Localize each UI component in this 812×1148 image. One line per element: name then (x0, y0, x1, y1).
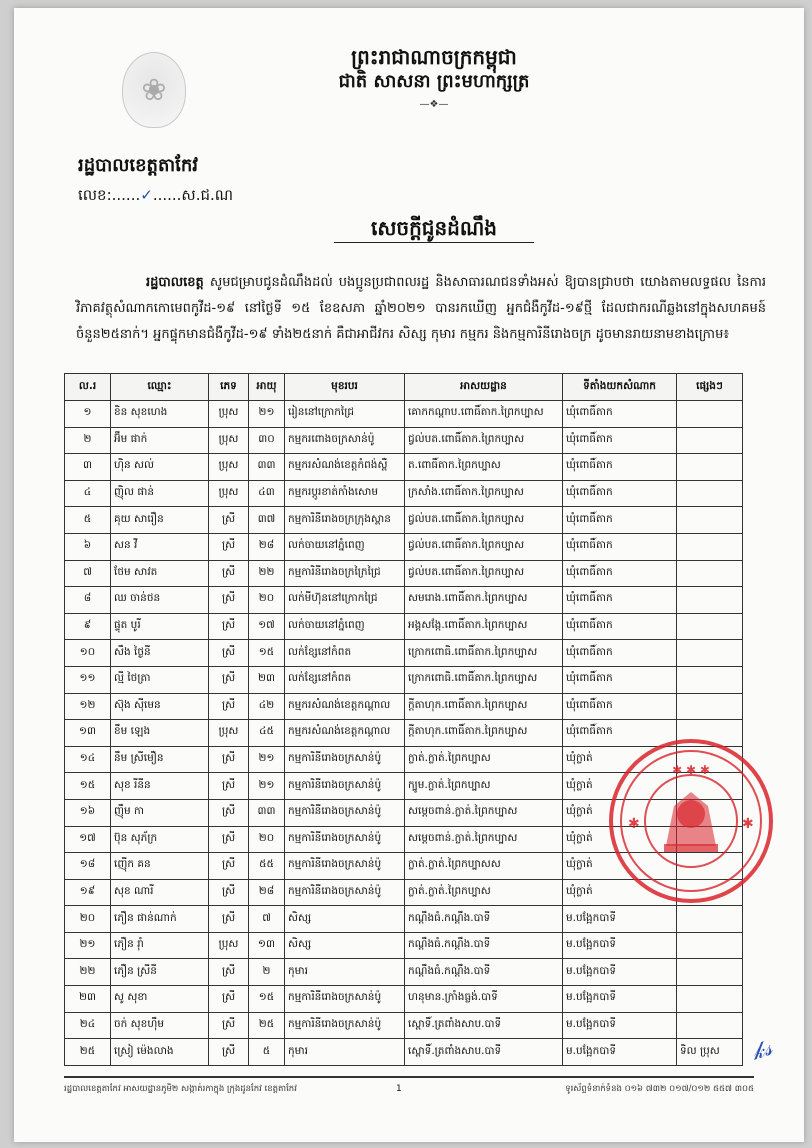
table-cell: ឃុំក្លាត់ (563, 773, 677, 800)
table-cell: សន វី (111, 533, 209, 560)
table-cell: ញ៉ឹម កា (111, 799, 209, 826)
table-cell (677, 986, 743, 1013)
column-header: ភេទ (209, 374, 249, 401)
table-cell: ប៊ុន សុភ័ក្រ (111, 826, 209, 853)
table-cell: ម.បង្អែកបាទី (563, 986, 677, 1013)
table-cell: ៧ (65, 560, 111, 587)
table-cell: ឃុំពោធិ៍តាក (563, 480, 677, 507)
table-cell: អ៊ឹម ផាក់ (111, 427, 209, 454)
table-cell: ២២ (249, 560, 285, 587)
table-cell: កណ្ដឹងធំ.កណ្ដឹង.បាទី (405, 959, 563, 986)
table-cell: ៤៣ (249, 480, 285, 507)
table-cell: ២១ (65, 932, 111, 959)
table-cell: ចក់ សុខហ៊ឹម (111, 1012, 209, 1039)
table-cell: ម.បង្អែកបាទី (563, 959, 677, 986)
column-header: ផ្សេងៗ (677, 374, 743, 401)
table-cell (677, 401, 743, 428)
table-cell: កម្មការិនីរោងចក្រសាន់ប៉ូ (285, 773, 405, 800)
table-cell: ភឿន ផាន់ណាក់ (111, 906, 209, 933)
table-row (65, 693, 743, 720)
svg-text:✱: ✱ (628, 816, 640, 832)
reference-suffix: ......ស.ជ.ណ (152, 186, 234, 204)
table-cell: ឃុំពោធិ៍តាក (563, 666, 677, 693)
table-cell: ស្រី (209, 906, 249, 933)
table-cell: ជ្វល់បត.ពោធិ៍តាក.ព្រៃកប្បាស (405, 427, 563, 454)
table-cell: ២ (249, 959, 285, 986)
table-cell: សឹង ថ្ងៃនី (111, 640, 209, 667)
table-cell: ឃុំពោធិ៍តាក (563, 720, 677, 747)
table-cell: ១១ (65, 666, 111, 693)
table-row (65, 640, 743, 667)
table-cell: ក្លាត់.ក្លាត់.ព្រៃកប្បាសស (405, 853, 563, 880)
table-cell: ឃុំពោធិ៍តាក (563, 693, 677, 720)
table-cell: កម្មការិនីរោងចក្រសាន់ប៉ូ (285, 799, 405, 826)
table-cell: ក្ដីតាហុក.ពោធិ៍តាក.ព្រៃកប្បាស (405, 720, 563, 747)
table-cell: ឃុំពោធិ៍តាក (563, 454, 677, 481)
table-cell: ក្បូម.ក្លាត់.ព្រៃកប្បាស (405, 773, 563, 800)
footer-divider (64, 1076, 754, 1078)
table-cell: ក្រោកពោធិ.ពោធិ៍តាក.ព្រៃកប្បាស (405, 640, 563, 667)
table-cell: លក់ខ្សែនៅកំពត (285, 640, 405, 667)
table-cell: កម្មករសំណង់ខេត្តកណ្តាល (285, 720, 405, 747)
table-cell: សមរោង.ពោធិ៍តាក.ព្រៃកប្បាស (405, 587, 563, 614)
table-cell: ស្រី (209, 613, 249, 640)
official-seal-stamp (606, 736, 776, 906)
table-cell: ខឹម ឡេង (111, 720, 209, 747)
page-number: 1 (396, 1084, 402, 1094)
table-cell: កម្មការិនីរោងចក្រសាន់ប៉ូ (285, 746, 405, 773)
cases-table (64, 373, 743, 1066)
table-cell: ៦ (65, 533, 111, 560)
svg-text:✱ ✱ ✱: ✱ ✱ ✱ (672, 763, 710, 777)
table-cell: ៥ (65, 507, 111, 534)
table-row (65, 986, 743, 1013)
table-cell: ស្រី (209, 666, 249, 693)
table-cell (677, 560, 743, 587)
table-cell: ស្រី (209, 1012, 249, 1039)
table-cell: កុមារ (285, 1039, 405, 1066)
table-cell: កណ្ដឹងធំ.កណ្ដឹង.បាទី (405, 932, 563, 959)
table-cell (677, 640, 743, 667)
table-cell: ២៣ (249, 666, 285, 693)
table-cell: ២៣ (65, 986, 111, 1013)
table-cell: ស្រី (209, 1039, 249, 1066)
table-cell: ម.បង្អែកបាទី (563, 932, 677, 959)
table-cell: ឃុំពោធិ៍តាក (563, 560, 677, 587)
table-cell: ១៥ (249, 640, 285, 667)
table-row (65, 932, 743, 959)
table-cell: ២ (65, 427, 111, 454)
svg-text:✱: ✱ (742, 816, 754, 832)
table-cell: ល្មី ថៃត្រា (111, 666, 209, 693)
table-cell: ស្រី (209, 773, 249, 800)
table-cell: ១៩ (65, 879, 111, 906)
table-cell: ស្រៀ ម៉េងលាង (111, 1039, 209, 1066)
table-cell: ៧ (249, 906, 285, 933)
table-cell: ញ៉ើក គន (111, 853, 209, 880)
table-cell: នឹម ស្រីមឿន (111, 746, 209, 773)
table-cell: ស្រី (209, 640, 249, 667)
table-cell: កម្មការិនីរោងចក្រក្រុងស្ពាន (285, 507, 405, 534)
table-row (65, 1039, 743, 1066)
table-cell: ស្រី (209, 560, 249, 587)
table-row (65, 906, 743, 933)
table-cell: កម្មករសំណង់ខេត្តកណ្តាល (285, 693, 405, 720)
table-cell: ត.ពោធិ៍តាក.ព្រៃកប្បាស (405, 454, 563, 481)
table-cell: សុខ ណារី (111, 879, 209, 906)
table-cell (677, 959, 743, 986)
reference-prefix: លេខ:...... (78, 186, 141, 204)
table-cell: ប្រុស (209, 427, 249, 454)
table-cell: ៣០ (249, 427, 285, 454)
table-cell: ១៤ (65, 746, 111, 773)
table-cell: ១៥ (249, 986, 285, 1013)
table-cell: ១០ (65, 640, 111, 667)
table-cell: ២៨ (249, 879, 285, 906)
table-cell: ស្រី (209, 507, 249, 534)
table-cell: ហ៊ិន សល់ (111, 454, 209, 481)
table-cell: ២២ (65, 959, 111, 986)
table-cell: ១៧ (249, 613, 285, 640)
table-cell: ២១ (249, 773, 285, 800)
table-cell: ឈ ចាន់ថន (111, 587, 209, 614)
table-cell: លក់ខ្សែនៅកំពត (285, 666, 405, 693)
table-row (65, 560, 743, 587)
table-cell: ៥៥ (249, 853, 285, 880)
table-cell: ប្រុស (209, 720, 249, 747)
notice-title: សេចក្តីជូនដំណឹង (334, 214, 534, 243)
table-cell: ជ្វល់បត.ពោធិ៍តាក.ព្រៃកប្បាស (405, 507, 563, 534)
table-cell: ស្រី (209, 746, 249, 773)
table-cell: ប្រុស (209, 932, 249, 959)
notice-text: សូមជម្រាបជូនដំណឹងដល់ បងប្អូនប្រជាពលរដ្ឋ និងសាធារណជនទាំងអស់ ឱ្យបានជ្រាបថា យោងតាមលទ្ធផល នៃការវិភាគវត្ថុសំណាកកោមេពកូវីដ-១៩ នៅថ្ងៃទី ១៥ ខែឧសភា ឆ្នាំ២០២១ បានរកឃើញ អ្នកជំងឺកូវីដ-១៩ថ្មី ដែលជាករណីឆ្លងនៅក្នុងសហគមន៍ចំនួន២៥នាក់។ អ្នកផ្ទុកមានជំងឺកូវីដ-១៩ ទាំង២៥នាក់ គឺជាអាជីវករ សិស្ស កុមារ កម្មករ និងកម្មការិនីរោងចក្រ ដូចមានរាយនាមខាងក្រោម៖ (76, 275, 766, 342)
table-cell: ២៤ (65, 1012, 111, 1039)
national-emblem-icon: ❀ (122, 52, 186, 128)
table-cell: ហនុមាន.ក្រាំងធ្លង់.បាទី (405, 986, 563, 1013)
table-cell (677, 1012, 743, 1039)
table-cell: ៥ (249, 1039, 285, 1066)
table-cell (677, 533, 743, 560)
table-cell: ទិល ប្រុស (677, 1039, 743, 1066)
table-cell: ម.បង្អែកបាទី (563, 1039, 677, 1066)
table-cell: ៣៧ (249, 507, 285, 534)
table-cell: ១៧ (65, 826, 111, 853)
table-cell (677, 507, 743, 534)
table-cell: ៤ (65, 480, 111, 507)
table-cell: លក់មីហ៊ុននៅក្រោកជ្រៃ (285, 587, 405, 614)
table-cell: ២៥ (249, 1012, 285, 1039)
table-row (65, 454, 743, 481)
table-cell: ស្រី (209, 879, 249, 906)
table-cell: កម្មការិនីរោងចក្រសាន់ប៉ូ (285, 1012, 405, 1039)
table-cell: ៤២ (249, 693, 285, 720)
column-header: អាយុ (249, 374, 285, 401)
table-cell: កុមារ (285, 959, 405, 986)
table-cell: កម្មការិនីរោងចក្រក្រៃជ្រៃ (285, 560, 405, 587)
table-cell: កម្មការិនីរោងចក្រសាន់ប៉ូ (285, 986, 405, 1013)
table-cell: ស្ពោទិ៍.ត្រពាំងសាប.បាទី (405, 1039, 563, 1066)
table-cell: ក្លាត់.ក្លាត់.ព្រៃកប្បាស (405, 879, 563, 906)
kingdom-heading: ព្រះរាជាណាចក្រកម្ពុជា (351, 45, 517, 69)
table-cell: ក្រោកពោធិ.ពោធិ៍តាក.ព្រៃកប្បាស (405, 666, 563, 693)
table-cell: ២៨ (249, 533, 285, 560)
column-header: អាសយដ្ឋាន (405, 374, 563, 401)
column-header: ឈ្មោះ (111, 374, 209, 401)
table-row (65, 959, 743, 986)
table-cell: កម្មករប្តូរខាត់កាំងសោម (285, 480, 405, 507)
notice-body (76, 270, 766, 348)
table-cell: សិស្ស (285, 906, 405, 933)
table-cell: ឃុំក្លាត់ (563, 853, 677, 880)
table-cell: កណ្ដឹងធំ.កណ្ដឹង.បាទី (405, 906, 563, 933)
table-cell: ឃុំក្លាត់ (563, 746, 677, 773)
table-cell: ២៥ (65, 1039, 111, 1066)
issuing-authority: រដ្ឋបាលខេត្តតាកែវ (78, 155, 198, 176)
table-cell (677, 427, 743, 454)
table-cell: ៣ (65, 454, 111, 481)
table-cell: ប្រុស (209, 454, 249, 481)
table-cell: ១៥ (65, 773, 111, 800)
table-cell: ឃុំពោធិ៍តាក (563, 401, 677, 428)
table-cell: ជ្វល់បត.ពោធិ៍តាក.ព្រៃកប្បាស (405, 533, 563, 560)
table-cell: ជ្វល់បត.ពោធិ៍តាក.ព្រៃកប្បាស (405, 560, 563, 587)
table-row (65, 666, 743, 693)
table-cell (677, 454, 743, 481)
table-cell: ប្រុស (209, 401, 249, 428)
table-header-row (65, 374, 743, 401)
table-cell: ឃុំពោធិ៍តាក (563, 507, 677, 534)
table-cell: អង្គសង្កែ.ពោធិ៍តាក.ព្រៃកប្បាស (405, 613, 563, 640)
table-cell: ភឿន ស្រីនី (111, 959, 209, 986)
table-cell: ៩ (65, 613, 111, 640)
table-cell (677, 932, 743, 959)
table-cell: ស្រី (209, 693, 249, 720)
table-cell: ៨ (65, 587, 111, 614)
footer-address: រដ្ឋបាលខេត្តតាកែវ អាសយដ្ឋានភូមិ២ សង្កាត់រកាក្នុង ក្រុងដូនកែវ ខេត្តតាកែវ (64, 1084, 297, 1094)
table-cell (677, 480, 743, 507)
table-cell: ប្រុស (209, 480, 249, 507)
table-cell: ឃុំក្លាត់ (563, 826, 677, 853)
table-cell: សិស្ស (285, 932, 405, 959)
table-cell (677, 906, 743, 933)
table-cell: សូ សុខា (111, 986, 209, 1013)
table-cell: ស្រី (209, 587, 249, 614)
table-cell: ៤៥ (249, 720, 285, 747)
handwritten-signature: 𝓀𝓈 (748, 1035, 776, 1066)
ornament-divider: —❖— (419, 99, 449, 110)
reference-number (78, 184, 233, 206)
table-cell: ផ្ទុត បូរី (111, 613, 209, 640)
table-cell: ១៨ (65, 853, 111, 880)
table-cell: កម្មការិនីរោងចក្រសាន់ប៉ូ (285, 879, 405, 906)
table-row (65, 533, 743, 560)
table-cell: កម្មការិនីរោងចក្រសាន់ប៉ូ (285, 826, 405, 853)
table-cell: ស្រី (209, 853, 249, 880)
table-cell (677, 613, 743, 640)
table-cell: ១៣ (65, 720, 111, 747)
table-cell: ឃុំក្លាត់ (563, 799, 677, 826)
table-row (65, 427, 743, 454)
table-cell: ញ៉ិល ផាន់ (111, 480, 209, 507)
table-cell: កម្មករសំណង់ខេត្តកំពង់ស្ពឺ (285, 454, 405, 481)
table-cell: ស្រី (209, 799, 249, 826)
table-row (65, 401, 743, 428)
table-row (65, 587, 743, 614)
column-header: ល.រ (65, 374, 111, 401)
table-cell (677, 587, 743, 614)
table-cell: សម្ដេចពាន់.ក្លាត់.ព្រៃកប្បាស (405, 826, 563, 853)
column-header: មុខរបរ (285, 374, 405, 401)
table-cell: ២១ (249, 746, 285, 773)
table-cell: ម.បង្អែកបាទី (563, 1012, 677, 1039)
table-cell: ឃុំពោធិ៍តាក (563, 613, 677, 640)
footer-contact: ទូរស័ព្ទទំនាក់ទំនង ០១៦ ៧៣២ ០១៧/០១២ ៥៥៧ ៣០៥ (565, 1084, 754, 1094)
table-cell: ១ (65, 401, 111, 428)
table-cell: ១៦ (65, 799, 111, 826)
table-cell: ក្ដីតាហុក.ពោធិ៍តាក.ព្រៃកប្បាស (405, 693, 563, 720)
table-cell: ១២ (65, 693, 111, 720)
table-cell: កម្មការិនីរោងចក្រសាន់ប៉ូ (285, 853, 405, 880)
table-cell: ២០ (65, 906, 111, 933)
table-cell (677, 693, 743, 720)
table-cell: ៣៣ (249, 799, 285, 826)
table-row (65, 1012, 743, 1039)
table-cell: ភឿន រ៉ាំ (111, 932, 209, 959)
national-motto: ជាតិ សាសនា ព្រះមហាក្សត្រ (338, 71, 530, 92)
table-cell: ស្រី (209, 826, 249, 853)
table-cell: ខិន សុខហេង (111, 401, 209, 428)
table-cell: ៣៣ (249, 454, 285, 481)
table-cell: ស្រី (209, 959, 249, 986)
notice-lead: រដ្ឋបាលខេត្ត (146, 275, 204, 290)
reference-mark: ✓ (140, 186, 153, 204)
table-cell: ឃុំពោធិ៍តាក (563, 533, 677, 560)
table-row (65, 480, 743, 507)
table-cell: រៀននៅក្រោកជ្រៃ (285, 401, 405, 428)
table-cell: ស្រី (209, 533, 249, 560)
table-cell: ក្លាត់.ក្លាត់.ព្រៃកប្បាស (405, 746, 563, 773)
table-cell: ឃុំក្លាត់ (563, 879, 677, 906)
table-body (65, 401, 743, 1066)
table-cell: ម.បង្អែកបាទី (563, 906, 677, 933)
table-cell: គោកកណ្ដាប.ពោធិ៍តាក.ព្រៃកប្បាស (405, 401, 563, 428)
column-header: ទីតាំងយកសំណាក (563, 374, 677, 401)
table-cell: ឃុំពោធិ៍តាក (563, 587, 677, 614)
table-cell: ២១ (249, 401, 285, 428)
table-cell: លក់ចាយនៅភ្នំពេញ (285, 533, 405, 560)
table-cell: ក្រសាំង.ពោធិ៍តាក.ព្រៃកប្បាស (405, 480, 563, 507)
table-cell: លក់ចាយនៅភ្នំពេញ (285, 613, 405, 640)
table-cell: កម្មករពោងចក្រសាន់ប៉ូ (285, 427, 405, 454)
table-cell (677, 666, 743, 693)
table-cell: ២០ (249, 587, 285, 614)
table-cell: ស៊ុង ស៊ីមេន (111, 693, 209, 720)
table-cell: ឃុំពោធិ៍តាក (563, 427, 677, 454)
table-cell: គុយ សារឿន (111, 507, 209, 534)
table-cell: ឃុំពោធិ៍តាក (563, 640, 677, 667)
table-cell: ថែម សាវត (111, 560, 209, 587)
table-cell: ស្រី (209, 986, 249, 1013)
table-cell: ២០ (249, 826, 285, 853)
table-row (65, 507, 743, 534)
table-cell: ស្ពោទិ៍.ត្រពាំងសាប.បាទី (405, 1012, 563, 1039)
table-cell: ១៣ (249, 932, 285, 959)
table-row (65, 613, 743, 640)
table-cell: សុខ រីនីន (111, 773, 209, 800)
table-cell: សម្ដេចពាន់.ក្លាត់.ព្រៃកប្បាស (405, 799, 563, 826)
